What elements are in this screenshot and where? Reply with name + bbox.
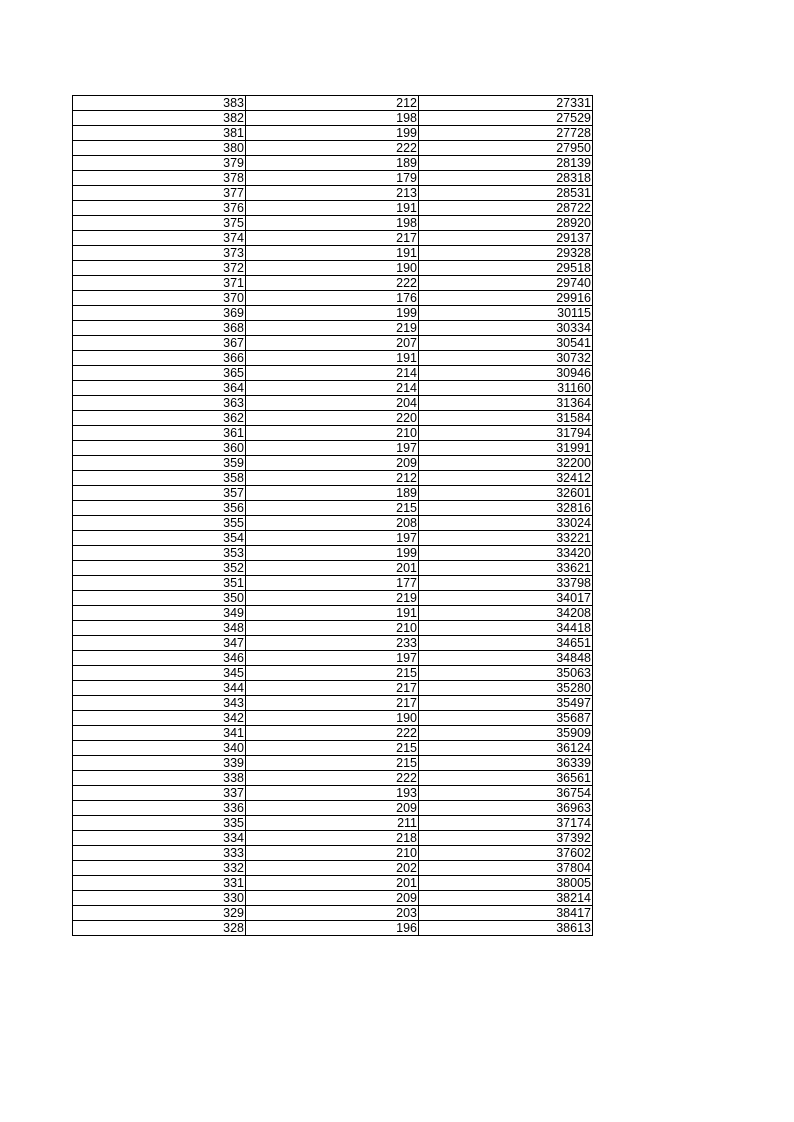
cumulative-cell: 37174: [419, 816, 593, 831]
cumulative-cell: 34651: [419, 636, 593, 651]
score-cell: 374: [73, 231, 246, 246]
score-cell: 354: [73, 531, 246, 546]
cumulative-cell: 35063: [419, 666, 593, 681]
count-cell: 218: [246, 831, 419, 846]
score-cell: 342: [73, 711, 246, 726]
count-cell: 189: [246, 486, 419, 501]
count-cell: 199: [246, 126, 419, 141]
score-cell: 379: [73, 156, 246, 171]
table-row: [73, 831, 593, 846]
count-cell: 217: [246, 696, 419, 711]
cumulative-cell: 33221: [419, 531, 593, 546]
table-row: [73, 741, 593, 756]
score-cell: 337: [73, 786, 246, 801]
count-cell: 213: [246, 186, 419, 201]
count-cell: 215: [246, 501, 419, 516]
cumulative-cell: 38005: [419, 876, 593, 891]
score-cell: 359: [73, 456, 246, 471]
table-row: [73, 576, 593, 591]
score-cell: 347: [73, 636, 246, 651]
cumulative-cell: 37602: [419, 846, 593, 861]
count-cell: 222: [246, 726, 419, 741]
score-cell: 345: [73, 666, 246, 681]
cumulative-cell: 30541: [419, 336, 593, 351]
score-cell: 358: [73, 471, 246, 486]
count-cell: 197: [246, 441, 419, 456]
cumulative-cell: 29916: [419, 291, 593, 306]
score-cell: 340: [73, 741, 246, 756]
cumulative-cell: 30115: [419, 306, 593, 321]
count-cell: 203: [246, 906, 419, 921]
count-cell: 191: [246, 246, 419, 261]
score-cell: 343: [73, 696, 246, 711]
table-row: [73, 501, 593, 516]
cumulative-cell: 35909: [419, 726, 593, 741]
table-row: [73, 396, 593, 411]
cumulative-cell: 27950: [419, 141, 593, 156]
score-cell: 328: [73, 921, 246, 936]
score-cell: 350: [73, 591, 246, 606]
count-cell: 215: [246, 756, 419, 771]
table-row: [73, 336, 593, 351]
cumulative-cell: 31160: [419, 381, 593, 396]
score-table: [72, 95, 593, 936]
table-row: [73, 231, 593, 246]
table-row: [73, 381, 593, 396]
score-cell: 333: [73, 846, 246, 861]
cumulative-cell: 30334: [419, 321, 593, 336]
cumulative-cell: 33621: [419, 561, 593, 576]
count-cell: 222: [246, 276, 419, 291]
count-cell: 217: [246, 231, 419, 246]
count-cell: 198: [246, 111, 419, 126]
table-row: [73, 666, 593, 681]
score-cell: 349: [73, 606, 246, 621]
count-cell: 176: [246, 291, 419, 306]
score-cell: 360: [73, 441, 246, 456]
table-row: [73, 726, 593, 741]
score-cell: 355: [73, 516, 246, 531]
cumulative-cell: 29137: [419, 231, 593, 246]
score-cell: 364: [73, 381, 246, 396]
count-cell: 210: [246, 426, 419, 441]
table-row: [73, 216, 593, 231]
count-cell: 215: [246, 741, 419, 756]
table-row: [73, 291, 593, 306]
cumulative-cell: 38214: [419, 891, 593, 906]
count-cell: 219: [246, 591, 419, 606]
cumulative-cell: 32601: [419, 486, 593, 501]
table-row: [73, 801, 593, 816]
count-cell: 207: [246, 336, 419, 351]
table-row: [73, 471, 593, 486]
cumulative-cell: 28722: [419, 201, 593, 216]
cumulative-cell: 36963: [419, 801, 593, 816]
score-cell: 348: [73, 621, 246, 636]
count-cell: 193: [246, 786, 419, 801]
cumulative-cell: 37804: [419, 861, 593, 876]
cumulative-cell: 34017: [419, 591, 593, 606]
count-cell: 210: [246, 621, 419, 636]
table-row: [73, 816, 593, 831]
score-cell: 356: [73, 501, 246, 516]
cumulative-cell: 31794: [419, 426, 593, 441]
count-cell: 214: [246, 381, 419, 396]
score-cell: 344: [73, 681, 246, 696]
score-cell: 336: [73, 801, 246, 816]
score-cell: 371: [73, 276, 246, 291]
cumulative-cell: 32412: [419, 471, 593, 486]
count-cell: 202: [246, 861, 419, 876]
table-row: [73, 441, 593, 456]
cumulative-cell: 36561: [419, 771, 593, 786]
table-row: [73, 636, 593, 651]
table-row: [73, 171, 593, 186]
table-row: [73, 141, 593, 156]
count-cell: 191: [246, 201, 419, 216]
count-cell: 208: [246, 516, 419, 531]
count-cell: 212: [246, 471, 419, 486]
table-row: [73, 456, 593, 471]
table-row: [73, 546, 593, 561]
score-cell: 329: [73, 906, 246, 921]
table-row: [73, 411, 593, 426]
table-row: [73, 516, 593, 531]
score-cell: 378: [73, 171, 246, 186]
score-cell: 352: [73, 561, 246, 576]
score-table-body: [73, 96, 593, 936]
score-cell: 362: [73, 411, 246, 426]
score-cell: 353: [73, 546, 246, 561]
table-row: [73, 846, 593, 861]
score-cell: 381: [73, 126, 246, 141]
count-cell: 201: [246, 876, 419, 891]
count-cell: 215: [246, 666, 419, 681]
count-cell: 179: [246, 171, 419, 186]
score-cell: 367: [73, 336, 246, 351]
table-row: [73, 756, 593, 771]
score-cell: 376: [73, 201, 246, 216]
count-cell: 212: [246, 96, 419, 111]
cumulative-cell: 29518: [419, 261, 593, 276]
count-cell: 198: [246, 216, 419, 231]
cumulative-cell: 36754: [419, 786, 593, 801]
cumulative-cell: 28920: [419, 216, 593, 231]
table-row: [73, 876, 593, 891]
count-cell: 222: [246, 141, 419, 156]
count-cell: 189: [246, 156, 419, 171]
cumulative-cell: 35687: [419, 711, 593, 726]
cumulative-cell: 37392: [419, 831, 593, 846]
table-row: [73, 711, 593, 726]
cumulative-cell: 33798: [419, 576, 593, 591]
count-cell: 191: [246, 351, 419, 366]
count-cell: 211: [246, 816, 419, 831]
table-row: [73, 246, 593, 261]
table-row: [73, 366, 593, 381]
cumulative-cell: 31991: [419, 441, 593, 456]
score-cell: 383: [73, 96, 246, 111]
score-cell: 361: [73, 426, 246, 441]
cumulative-cell: 38613: [419, 921, 593, 936]
table-row: [73, 591, 593, 606]
score-cell: 382: [73, 111, 246, 126]
cumulative-cell: 34208: [419, 606, 593, 621]
count-cell: 197: [246, 531, 419, 546]
table-row: [73, 111, 593, 126]
score-cell: 372: [73, 261, 246, 276]
score-cell: 339: [73, 756, 246, 771]
table-row: [73, 186, 593, 201]
cumulative-cell: 35280: [419, 681, 593, 696]
count-cell: 177: [246, 576, 419, 591]
table-row: [73, 426, 593, 441]
count-cell: 197: [246, 651, 419, 666]
score-cell: 330: [73, 891, 246, 906]
cumulative-cell: 33420: [419, 546, 593, 561]
cumulative-cell: 34848: [419, 651, 593, 666]
table-row: [73, 561, 593, 576]
cumulative-cell: 29740: [419, 276, 593, 291]
score-cell: 369: [73, 306, 246, 321]
cumulative-cell: 29328: [419, 246, 593, 261]
score-cell: 368: [73, 321, 246, 336]
cumulative-cell: 32816: [419, 501, 593, 516]
cumulative-cell: 38417: [419, 906, 593, 921]
count-cell: 219: [246, 321, 419, 336]
count-cell: 214: [246, 366, 419, 381]
table-row: [73, 156, 593, 171]
table-row: [73, 771, 593, 786]
cumulative-cell: 30946: [419, 366, 593, 381]
table-row: [73, 921, 593, 936]
cumulative-cell: 36124: [419, 741, 593, 756]
score-cell: 346: [73, 651, 246, 666]
cumulative-cell: 31584: [419, 411, 593, 426]
cumulative-cell: 27529: [419, 111, 593, 126]
table-row: [73, 201, 593, 216]
table-row: [73, 681, 593, 696]
count-cell: 196: [246, 921, 419, 936]
count-cell: 191: [246, 606, 419, 621]
table-row: [73, 486, 593, 501]
table-row: [73, 261, 593, 276]
score-cell: 338: [73, 771, 246, 786]
score-cell: 332: [73, 861, 246, 876]
table-row: [73, 786, 593, 801]
score-cell: 331: [73, 876, 246, 891]
table-row: [73, 606, 593, 621]
count-cell: 190: [246, 261, 419, 276]
table-row: [73, 906, 593, 921]
count-cell: 209: [246, 891, 419, 906]
table-row: [73, 351, 593, 366]
count-cell: 201: [246, 561, 419, 576]
cumulative-cell: 27728: [419, 126, 593, 141]
count-cell: 222: [246, 771, 419, 786]
cumulative-cell: 36339: [419, 756, 593, 771]
count-cell: 204: [246, 396, 419, 411]
table-row: [73, 126, 593, 141]
count-cell: 209: [246, 456, 419, 471]
cumulative-cell: 35497: [419, 696, 593, 711]
table-row: [73, 651, 593, 666]
cumulative-cell: 28531: [419, 186, 593, 201]
score-cell: 366: [73, 351, 246, 366]
count-cell: 199: [246, 306, 419, 321]
score-cell: 375: [73, 216, 246, 231]
score-cell: 334: [73, 831, 246, 846]
score-cell: 341: [73, 726, 246, 741]
table-row: [73, 891, 593, 906]
score-cell: 357: [73, 486, 246, 501]
count-cell: 209: [246, 801, 419, 816]
score-cell: 351: [73, 576, 246, 591]
cumulative-cell: 27331: [419, 96, 593, 111]
table-row: [73, 276, 593, 291]
cumulative-cell: 34418: [419, 621, 593, 636]
table-row: [73, 861, 593, 876]
table-row: [73, 531, 593, 546]
table-row: [73, 96, 593, 111]
score-cell: 380: [73, 141, 246, 156]
cumulative-cell: 32200: [419, 456, 593, 471]
table-row: [73, 306, 593, 321]
cumulative-cell: 33024: [419, 516, 593, 531]
cumulative-cell: 30732: [419, 351, 593, 366]
score-cell: 365: [73, 366, 246, 381]
table-row: [73, 696, 593, 711]
cumulative-cell: 28318: [419, 171, 593, 186]
cumulative-cell: 31364: [419, 396, 593, 411]
score-cell: 335: [73, 816, 246, 831]
table-row: [73, 621, 593, 636]
table-row: [73, 321, 593, 336]
cumulative-cell: 28139: [419, 156, 593, 171]
count-cell: 199: [246, 546, 419, 561]
count-cell: 210: [246, 846, 419, 861]
score-cell: 377: [73, 186, 246, 201]
score-cell: 373: [73, 246, 246, 261]
score-cell: 370: [73, 291, 246, 306]
score-cell: 363: [73, 396, 246, 411]
count-cell: 217: [246, 681, 419, 696]
count-cell: 190: [246, 711, 419, 726]
count-cell: 220: [246, 411, 419, 426]
count-cell: 233: [246, 636, 419, 651]
